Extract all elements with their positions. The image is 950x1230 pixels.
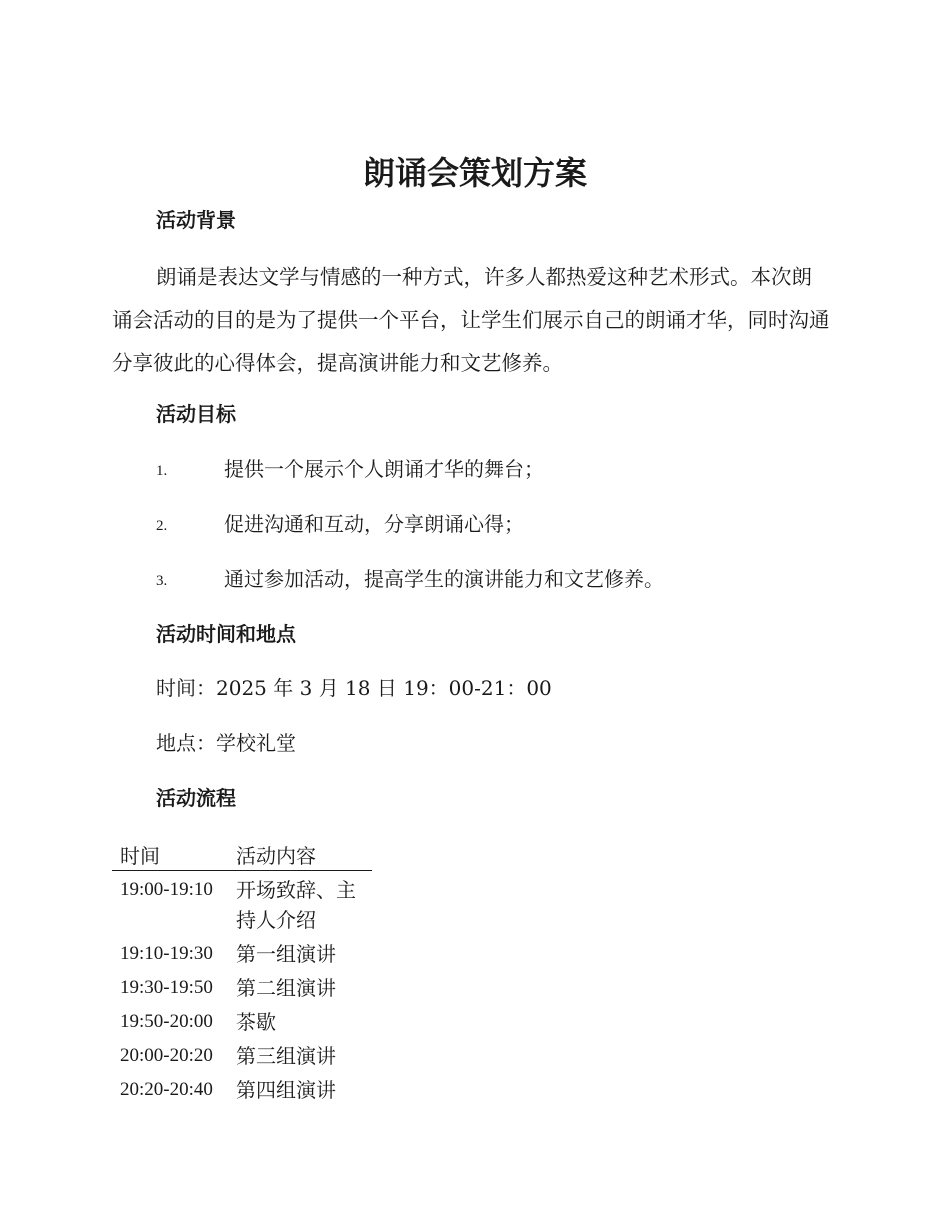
section-heading-background: 活动背景: [156, 208, 236, 232]
section-heading-time-place: 活动时间和地点: [156, 622, 296, 646]
row-content: 第四组演讲: [236, 1078, 336, 1102]
schedule-table: [112, 838, 372, 1105]
table-row: [112, 1003, 372, 1037]
row-content: 第一组演讲: [236, 942, 336, 966]
section-heading-process: 活动流程: [156, 786, 236, 810]
list-number: 3.: [156, 573, 168, 589]
background-paragraph: 朗诵是表达文学与情感的一种方式，许多人都热爱这种艺术形式。本次朗诵会活动的目的是为了提供一个平台，让学生们展示自己的朗诵才华，同时沟通分享彼此的心得体会，提高演讲能力和文艺修养。: [112, 265, 830, 375]
row-time: 20:20-20:40: [120, 1079, 213, 1100]
table-row: [112, 969, 372, 1003]
table-row: [112, 1071, 372, 1105]
event-time: 时间：2025 年 3 月 18 日 19：00-21：00: [156, 676, 552, 700]
row-content: 第二组演讲: [236, 976, 336, 1000]
table-row: [112, 935, 372, 969]
row-time: 20:00-20:20: [120, 1045, 213, 1066]
row-content: 第三组演讲: [236, 1044, 336, 1068]
row-time: 19:10-19:30: [120, 943, 213, 964]
list-number: 1.: [156, 463, 168, 479]
list-text: 促进沟通和互动，分享朗诵心得；: [224, 512, 524, 536]
row-content: 开场致辞、主持人介绍: [236, 878, 356, 932]
page-title: 朗诵会策划方案: [362, 154, 587, 192]
table-row: [112, 1037, 372, 1071]
row-time: 19:00-19:10: [120, 879, 213, 900]
row-time: 19:30-19:50: [120, 977, 213, 998]
column-header-time: 时间: [112, 838, 228, 871]
row-content: 茶歇: [236, 1010, 276, 1034]
section-heading-goals: 活动目标: [156, 402, 236, 426]
event-place: 地点：学校礼堂: [156, 731, 296, 755]
list-text: 通过参加活动，提高学生的演讲能力和文艺修养。: [224, 567, 664, 591]
list-number: 2.: [156, 518, 168, 534]
table-row: [112, 871, 372, 936]
list-text: 提供一个展示个人朗诵才华的舞台；: [224, 457, 544, 481]
row-time: 19:50-20:00: [120, 1011, 213, 1032]
table-header-row: [112, 838, 372, 871]
column-header-content: 活动内容: [228, 838, 372, 871]
